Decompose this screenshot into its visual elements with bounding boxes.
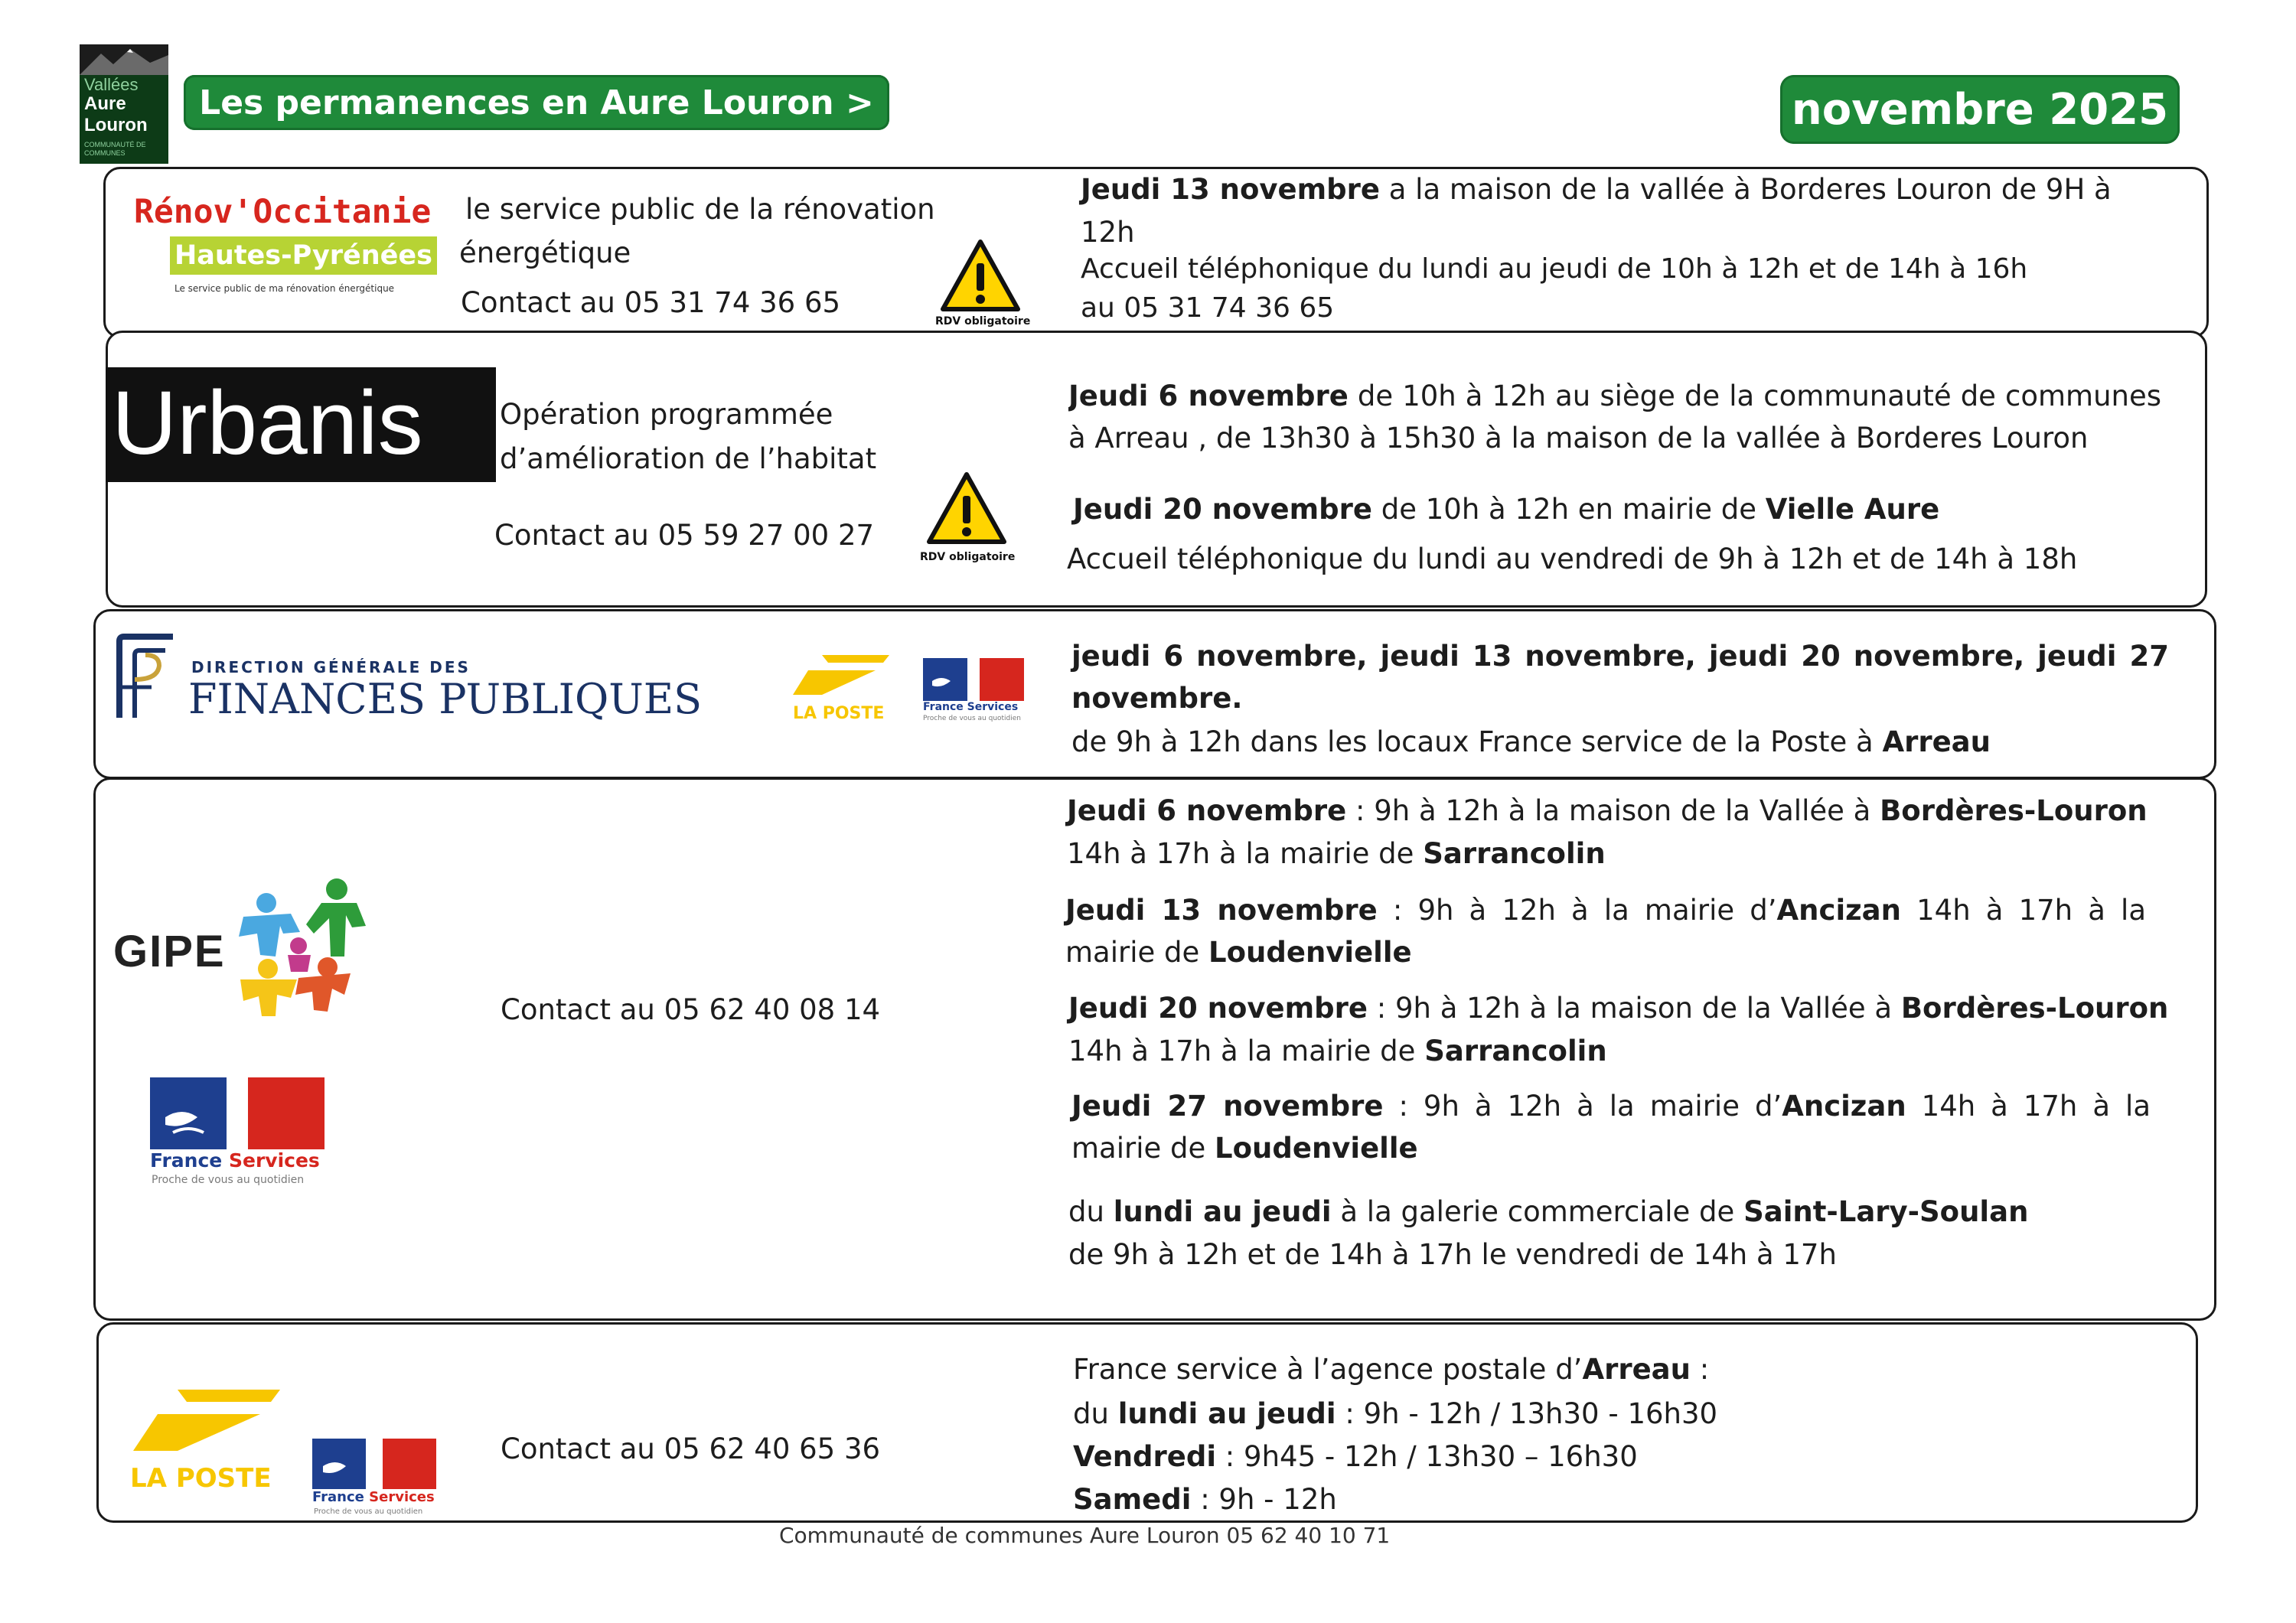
poste-contact: Contact au 05 62 40 65 36 [501, 1432, 881, 1465]
gipe-weekly-place: Saint-Lary-Soulan [1743, 1195, 2029, 1228]
finances-dates: jeudi 6 novembre, jeudi 13 novembre, jeudi 20 novembre, jeudi 27 novembre. [1071, 640, 2169, 715]
renov-schedule-date: Jeudi 13 novembre [1081, 173, 1380, 206]
poste-line-4-day: Samedi [1073, 1483, 1192, 1516]
renov-logo-tagline: Le service public de ma rénovation énergétique [174, 283, 395, 294]
logo-line-cc: COMMUNAUTÉ DE COMMUNES [84, 141, 146, 157]
gipe-weekly-pre: du [1068, 1195, 1114, 1228]
gipe-fs-label [150, 1149, 320, 1172]
gipe-place-4: Ancizan [1782, 1090, 1906, 1123]
gipe-date-1: Jeudi 6 novembre [1067, 794, 1347, 827]
poste-line-4 [1073, 1478, 1337, 1520]
urbanis-date-1: Jeudi 6 novembre [1068, 380, 1349, 412]
vallees-logo [80, 44, 168, 164]
poste-line-1-text: France service à l’agence postale d’ [1073, 1353, 1583, 1386]
gipe-entry-3 [1068, 987, 2168, 1029]
gipe-fs-subtitle: Proche de vous au quotidien [152, 1174, 305, 1186]
poste-line-2-pre: du [1073, 1397, 1118, 1430]
poste-fs-label [312, 1489, 435, 1505]
poste-line-3-day: Vendredi [1073, 1440, 1217, 1473]
renov-warning-caption: RDV obligatoire [935, 315, 1031, 328]
gipe-place-2b: Loudenvielle [1208, 936, 1412, 969]
poste-fs-subtitle: Proche de vous au quotidien [314, 1507, 423, 1516]
renov-phone-line2: au 05 31 74 36 65 [1081, 292, 1335, 324]
gipe-date-4: Jeudi 27 novembre [1071, 1090, 1384, 1123]
marianne-icon [312, 1439, 436, 1489]
gipe-place-2: Ancizan [1776, 894, 1901, 927]
gipe-date-3: Jeudi 20 novembre [1068, 992, 1368, 1025]
poste-label: LA POSTE [130, 1463, 272, 1494]
la-poste-bird-icon [791, 652, 892, 701]
gipe-detail-2: : 9h à 12h à la mairie d’ [1377, 894, 1777, 927]
gipe-logo-text: GIPE [113, 927, 226, 976]
urbanis-phone: Accueil téléphonique du lundi au vendredi de 9h à 12h et de 14h à 18h [1067, 543, 2078, 575]
urbanis-detail-2: de 10h à 12h en mairie de [1371, 493, 1766, 526]
poste-line-3-hours: : 9h45 - 12h / 13h30 – 16h30 [1216, 1440, 1638, 1473]
finances-place: Arreau [1882, 725, 1991, 758]
renov-contact: Contact au 05 31 74 36 65 [461, 286, 841, 319]
gipe-weekly-line2: de 9h à 12h et de 14h à 17h le vendredi de 14h à 17h [1068, 1238, 1837, 1271]
gipe-fs-label-2: Services [228, 1149, 320, 1172]
renov-schedule-place: a la maison de la vallée à Borderes Louron de 9H à [1379, 173, 2112, 206]
renov-logo-region: Hautes-Pyrénées [170, 236, 437, 275]
urbanis-logo-text: Urbanis [112, 373, 423, 474]
urbanis-schedule-2 [1073, 488, 1939, 530]
renov-schedule-line1 [1081, 168, 2112, 210]
gipe-place-3b: Sarrancolin [1424, 1035, 1607, 1067]
logo-line-louron: Louron [84, 115, 148, 135]
urbanis-place-2: Vielle Aure [1765, 493, 1940, 526]
poste-line-1-post: : [1691, 1353, 1710, 1386]
poste-line-3 [1073, 1436, 1638, 1478]
urbanis-logo [106, 367, 496, 482]
gipe-weekly-mid: à la galerie commerciale de [1331, 1195, 1744, 1228]
urbanis-desc-line2: d’amélioration de l’habitat [500, 442, 877, 475]
poste-line-2 [1073, 1393, 1717, 1435]
gipe-entry-4 [1071, 1085, 2151, 1169]
finances-hours-text: de 9h à 12h dans les locaux France service de la Poste à [1071, 725, 1883, 758]
gipe-entry-1 [1067, 790, 2148, 832]
gipe-date-2: Jeudi 13 novembre [1065, 894, 1378, 927]
gipe-detail-1b: 14h à 17h à la mairie de [1067, 837, 1424, 870]
poste-fs-label-1: France [312, 1489, 364, 1505]
poste-line-4-hours: : 9h - 12h [1191, 1483, 1337, 1516]
gipe-figures-icon [222, 872, 375, 1018]
urbanis-warning-caption: RDV obligatoire [920, 551, 1016, 563]
renov-desc-line1: le service public de la rénovation [465, 193, 935, 226]
gipe-detail-3: : 9h à 12h à la maison de la Vallée à [1367, 992, 1901, 1025]
warning-icon [926, 471, 1007, 545]
gipe-entry-3-line2 [1068, 1030, 1607, 1072]
finances-publiques-emblem-icon [112, 634, 181, 721]
gipe-detail-4: : 9h à 12h à la mairie d’ [1383, 1090, 1782, 1123]
renov-desc-line2: énergétique [459, 236, 631, 269]
marianne-icon [923, 658, 1024, 701]
gipe-place-1b: Sarrancolin [1423, 837, 1606, 870]
gipe-detail-4b: 14h à 17h à la mairie de [1071, 1090, 2151, 1165]
gipe-detail-3b: 14h à 17h à la mairie de [1068, 1035, 1425, 1067]
urbanis-desc-line1: Opération programmée [500, 398, 833, 431]
gipe-fs-label-1: France [150, 1149, 223, 1172]
renov-logo-title: Rénov'Occitanie [134, 193, 432, 231]
poste-line-2-hours: : 9h - 12h / 13h30 - 16h30 [1336, 1397, 1718, 1430]
urbanis-detail-1: de 10h à 12h au siège de la communauté de communes à Arreau , de 13h30 à 15h30 à la maison de la vallée à Borderes Louron [1068, 380, 2161, 455]
finances-fs-label: France Services [923, 701, 1019, 713]
warning-icon [940, 239, 1021, 312]
mountain-icon [80, 44, 168, 75]
poste-fs-label-2: Services [369, 1489, 435, 1505]
gipe-entry-1-line2 [1067, 833, 1606, 875]
poste-line-1 [1073, 1348, 1709, 1390]
urbanis-contact: Contact au 05 59 27 00 27 [494, 519, 875, 552]
finances-hours [1071, 721, 1991, 763]
page-title: Les permanences en Aure Louron > [184, 75, 889, 130]
gipe-contact: Contact au 05 62 40 08 14 [501, 993, 881, 1026]
logo-line-vallees: Vallées [84, 75, 139, 94]
gipe-weekly-line1 [1068, 1191, 2028, 1233]
finances-fs-subtitle: Proche de vous au quotidien [923, 715, 1022, 722]
gipe-place-3: Bordères-Louron [1900, 992, 2169, 1025]
renov-phone-line1: Accueil téléphonique du lundi au jeudi de 10h à 12h et de 14h à 16h [1081, 253, 2028, 285]
gipe-entry-2 [1065, 889, 2146, 973]
footer-text: Communauté de communes Aure Louron 05 62 40 10 71 [779, 1523, 1391, 1548]
gipe-detail-1: : 9h à 12h à la maison de la Vallée à [1346, 794, 1880, 827]
marianne-icon [150, 1077, 325, 1149]
renov-schedule-line2: 12h [1081, 216, 1135, 249]
finances-logo-small: DIRECTION GÉNÉRALE DES [191, 658, 471, 676]
poste-line-2-days: lundi au jeudi [1117, 1397, 1336, 1430]
poste-line-1-place: Arreau [1582, 1353, 1691, 1386]
month-badge: novembre 2025 [1780, 75, 2180, 144]
finances-poste-label: LA POSTE [793, 704, 885, 723]
finances-logo-big: FINANCES PUBLIQUES [188, 675, 703, 723]
gipe-weekly-days: lundi au jeudi [1113, 1195, 1332, 1228]
gipe-detail-2b: 14h à 17h à la mairie de [1065, 894, 2146, 969]
urbanis-date-2: Jeudi 20 novembre [1073, 493, 1372, 526]
urbanis-schedule-1 [1068, 375, 2161, 459]
logo-line-aure: Aure [84, 93, 126, 114]
gipe-place-1: Bordères-Louron [1880, 794, 2148, 827]
gipe-place-4b: Loudenvielle [1215, 1132, 1418, 1165]
la-poste-bird-icon [132, 1385, 285, 1458]
